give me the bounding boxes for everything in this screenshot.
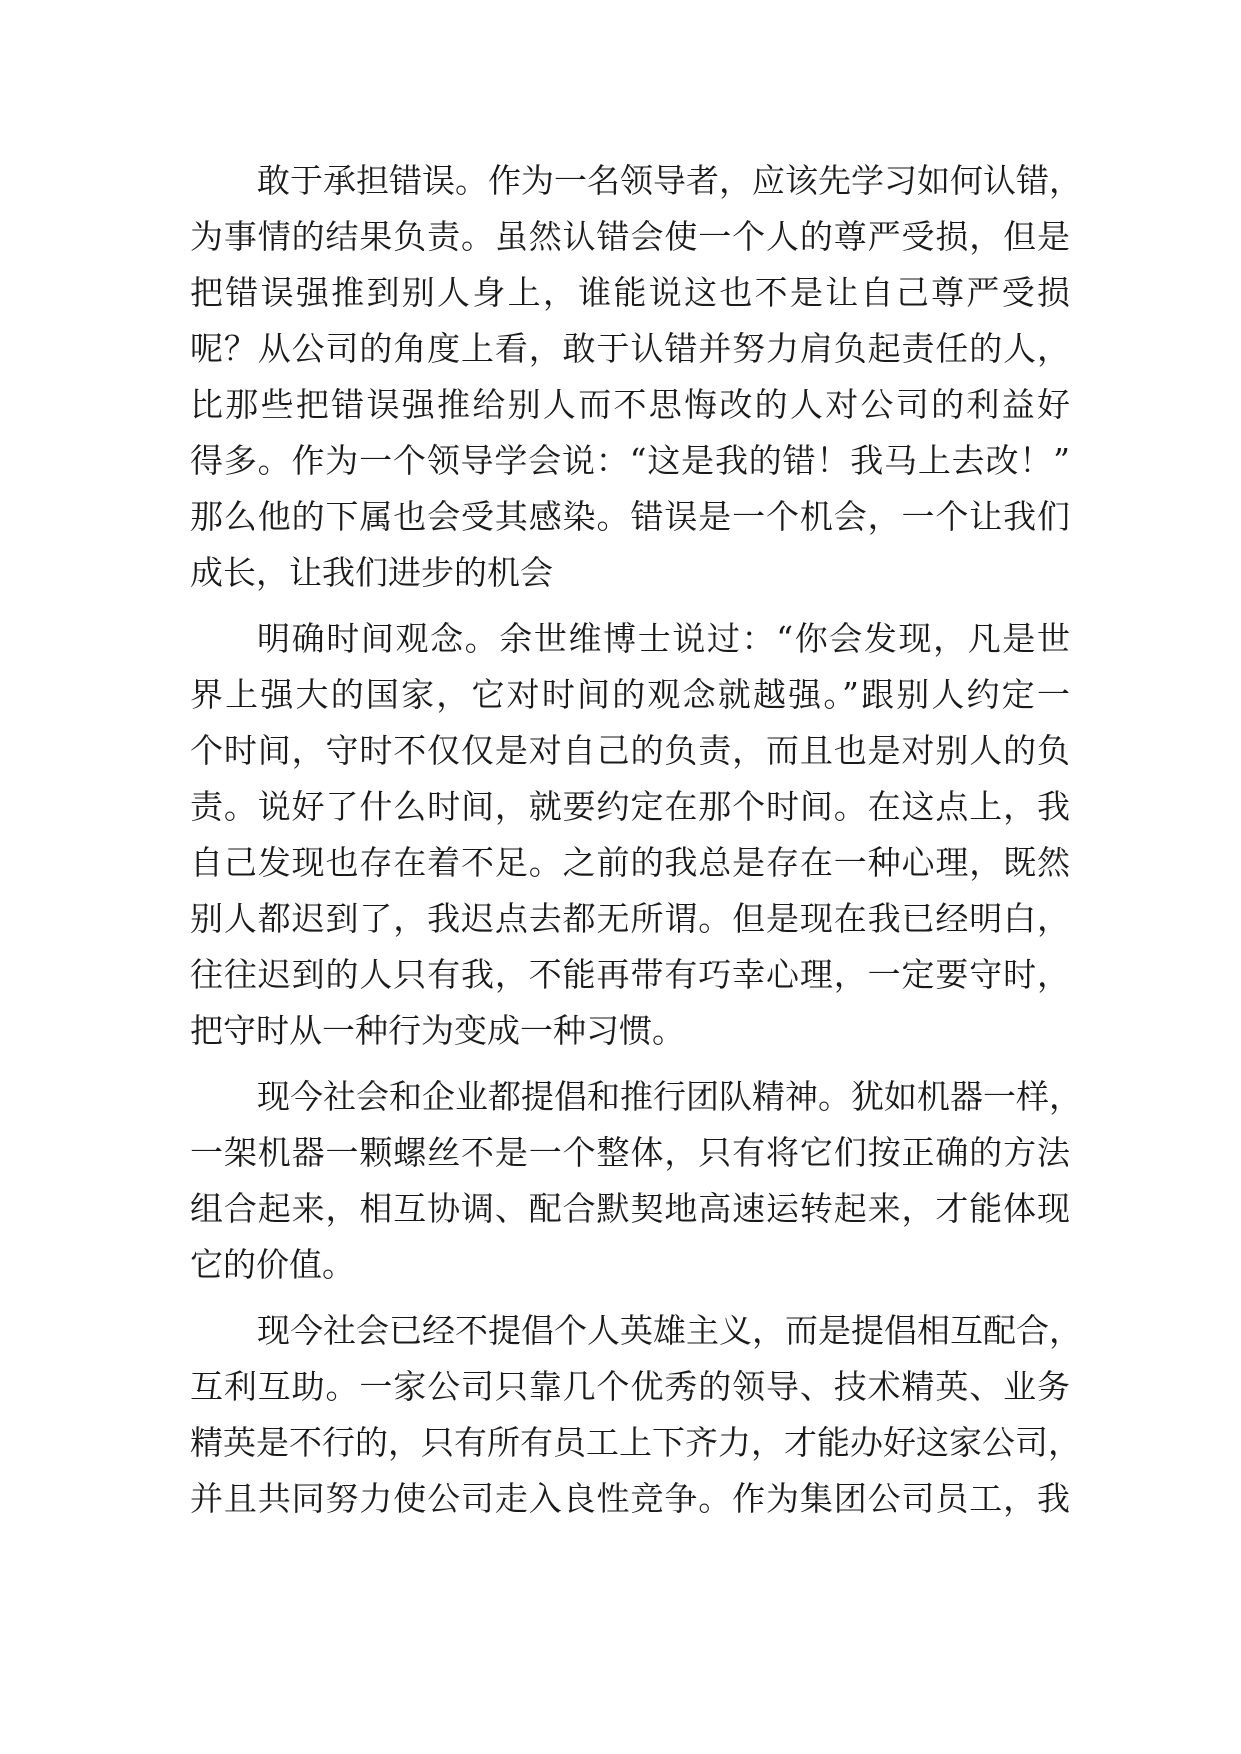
paragraph-2-line-5: 自己发现也存在着不足。之前的我总是存在一种心理，既然 [190,843,1070,882]
paragraph-2-line-1: 明确时间观念。余世维博士说过：“你会发现，凡是世 [257,619,1070,658]
paragraph-1-line-5: 比那些把错误强推给别人而不思悔改的人对公司的利益好 [190,385,1070,424]
paragraph-1-line-8: 成长，让我们进步的机会 [190,553,553,592]
paragraph-2-line-3: 个时间，守时不仅仅是对自己的负责，而且也是对别人的负 [190,731,1070,770]
paragraph-4-line-1: 现今社会已经不提倡个人英雄主义，而是提倡相互配合， [257,1311,1082,1350]
paragraph-1-line-2: 为事情的结果负责。虽然认错会使一个人的尊严受损，但是 [190,217,1070,256]
paragraph-4-line-4: 并且共同努力使公司走入良性竞争。作为集团公司员工，我 [190,1479,1070,1518]
paragraph-2-line-4: 责。说好了什么时间，就要约定在那个时间。在这点上，我 [190,787,1070,826]
paragraph-3-line-3: 组合起来，相互协调、配合默契地高速运转起来，才能体现 [190,1189,1070,1228]
paragraph-1-line-1: 敢于承担错误。作为一名领导者，应该先学习如何认错， [257,161,1082,200]
paragraph-1-line-3: 把错误强推到别人身上，谁能说这也不是让自己尊严受损 [190,273,1070,312]
paragraph-2-line-2: 界上强大的国家，它对时间的观念就越强。”跟别人约定一 [190,675,1070,714]
paragraph-3-line-2: 一架机器一颗螺丝不是一个整体，只有将它们按正确的方法 [190,1133,1070,1172]
paragraph-1-line-7: 那么他的下属也会受其感染。错误是一个机会，一个让我们 [190,497,1070,536]
paragraph-2-line-6: 别人都迟到了，我迟点去都无所谓。但是现在我已经明白， [190,899,1070,938]
paragraph-2-line-8: 把守时从一种行为变成一种习惯。 [190,1011,685,1050]
paragraph-4-line-2: 互利互助。一家公司只靠几个优秀的领导、技术精英、业务 [190,1367,1070,1406]
paragraph-3-line-4: 它的价值。 [190,1245,355,1284]
paragraph-4-line-3: 精英是不行的，只有所有员工上下齐力，才能办好这家公司， [190,1423,1081,1462]
paragraph-1-line-4: 呢？从公司的角度上看，敢于认错并努力肩负起责任的人， [190,329,1070,368]
paragraph-3-line-1: 现今社会和企业都提倡和推行团队精神。犹如机器一样， [257,1077,1082,1116]
paragraph-2-line-7: 往往迟到的人只有我，不能再带有巧幸心理，一定要守时， [190,955,1070,994]
paragraph-1-line-6: 得多。作为一个领导学会说：“这是我的错！我马上去改！” [190,441,1070,480]
